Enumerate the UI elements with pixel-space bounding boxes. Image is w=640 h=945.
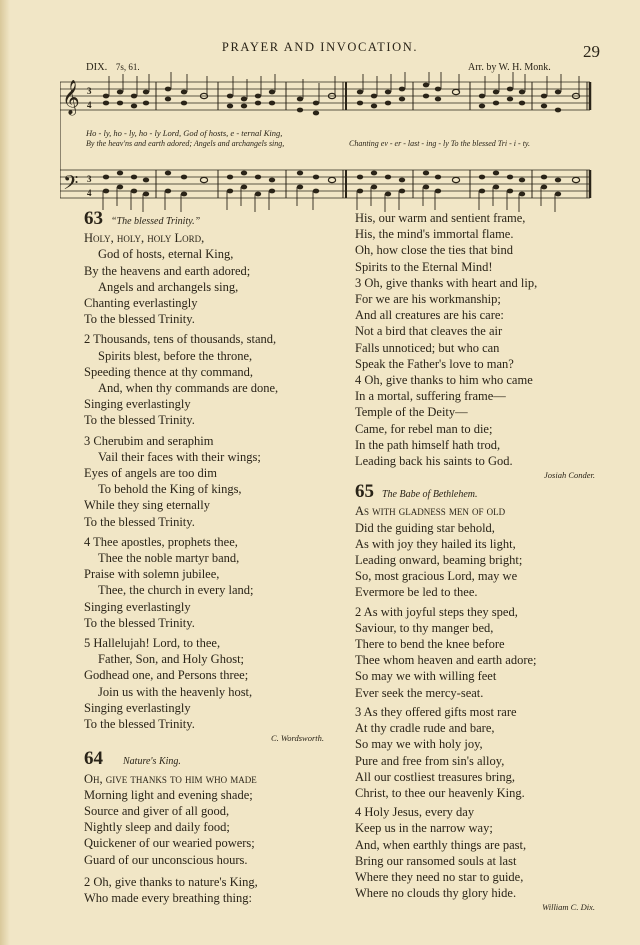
treble-notes (103, 83, 580, 116)
verse-line: Guard of our unconscious hours. (84, 852, 248, 867)
verse-line: In the path himself hath trod, (355, 437, 501, 452)
verse-line: To the blessed Trinity. (84, 514, 195, 529)
verse-line: 2 As with joyful steps they sped, (355, 604, 518, 619)
verse-line: By the heavens and earth adored; (84, 263, 251, 278)
verse-line: Temple of the Deity— (355, 405, 468, 420)
verse-line: Oh, give thanks to him who made (84, 771, 257, 786)
verse-line: Falls unnoticed; but who can (355, 340, 500, 355)
verse-line: 3 Oh, give thanks with heart and lip, (355, 275, 538, 290)
verse-line: Ever seek the mercy-seat. (355, 685, 484, 700)
verse-line: God of hosts, eternal King, (98, 247, 234, 262)
right-column (355, 210, 595, 913)
verse-line: Keep us in the narrow way; (355, 821, 493, 836)
verse-line: Christ, to thee our heavenly King. (355, 785, 525, 800)
hymn-64-author: Josiah Conder. (544, 470, 595, 481)
verse-line: Came, for rebel man to die; (355, 421, 493, 436)
verse-line: All our costliest treasures bring, (355, 769, 516, 784)
verse-line: In a mortal, suffering frame— (355, 389, 506, 404)
time-signature-treble: 3 (87, 86, 92, 96)
verse-line: To the blessed Trinity. (84, 312, 195, 327)
verse-line: Leading onward, beaming bright; (355, 553, 523, 568)
verse-line: Thee, the church in every land; (98, 583, 254, 598)
verse-line: Bring our ransomed souls at last (355, 853, 517, 868)
verse-line: So, most gracious Lord, may we (355, 569, 518, 584)
verse-line: As with joy they hailed its light, (355, 536, 516, 551)
hymn-63-heading (84, 210, 324, 230)
time-signature-bass-lower: 4 (87, 188, 92, 198)
time-signature-bass: 3 (87, 174, 92, 184)
tune-lyrics-line-2: By the heav'ns and earth adored; Angels and archangels sing, (86, 139, 285, 148)
verse-line: Thee the noble martyr band, (98, 551, 240, 566)
verse-line: Speeding thence at thy command, (84, 364, 254, 379)
verse-line: 4 Holy Jesus, every day (355, 805, 475, 820)
verse-line: His, our warm and sentient frame, (355, 211, 526, 225)
verse-line: Singing everlastingly (84, 397, 191, 412)
verse-line: Who made every breathing thing: (84, 890, 252, 905)
treble-staff (60, 82, 590, 110)
bass-notes (103, 171, 580, 197)
verse-line: 3 Cherubim and seraphim (84, 433, 214, 448)
verse-line: Spirits blest, before the throne, (98, 348, 253, 363)
verse-line: 2 Thousands, tens of thousands, stand, (84, 332, 277, 347)
verse-line: To the blessed Trinity. (84, 615, 195, 630)
verse-line: Oh, how close the ties that bind (355, 243, 513, 258)
verse-line: Did the guiding star behold, (355, 520, 495, 535)
verse-line: 4 Oh, give thanks to him who came (355, 373, 533, 388)
verse-line: Eyes of angels are too dim (84, 466, 217, 481)
verse-line: At thy cradle rude and bare, (355, 721, 495, 736)
hymn-65-number: 65 (355, 481, 374, 503)
verse-line: As with gladness men of old (355, 504, 506, 519)
verse-line: And, when thy commands are done, (98, 381, 279, 396)
verse-line: Join us with the heavenly host, (98, 684, 253, 699)
verse-line: Godhead one, and Persons three; (84, 668, 249, 683)
verse-line: Praise with solemn jubilee, (84, 567, 220, 582)
tune-lyrics-line-2b: Chanting ev - er - last - ing - ly To the blessed Tri - i - ty. (349, 139, 531, 148)
verse-line: Singing everlastingly (84, 599, 191, 614)
verse-line: Quickener of our wearied powers; (84, 836, 255, 851)
hymn-64-number: 64 (84, 748, 103, 770)
hymn-65-author: William C. Dix. (542, 902, 595, 913)
tune-arranger: Arr. by W. H. Monk. (468, 62, 551, 73)
hymn-64-text-left (84, 771, 324, 907)
hymn-63-text (84, 230, 324, 732)
verse-line: Chanting everlastingly (84, 296, 198, 311)
verse-line: To the blessed Trinity. (84, 717, 195, 732)
verse-line: There to bend the knee before (355, 637, 505, 652)
verse-line: And, when earthly things are past, (355, 837, 527, 852)
verse-line: Holy, holy, holy Lord, (84, 231, 205, 246)
verse-line: And all creatures are his care: (355, 308, 504, 323)
page-number: 29 (583, 42, 600, 61)
hymn-63-title: “The blessed Trinity.” (111, 216, 201, 227)
verse-line: Not a bird that cleaves the air (355, 324, 503, 339)
hymn-65-text (355, 503, 595, 901)
verse-line: Morning light and evening shade; (84, 787, 253, 802)
verse-line: Father, Son, and Holy Ghost; (98, 652, 245, 667)
verse-line: So may we with willing feet (355, 669, 497, 684)
verse-line: Vail their faces with their wings; (98, 449, 261, 464)
hymn-63-author: C. Wordsworth. (271, 733, 324, 744)
page-header-title: PRAYER AND INVOCATION. (221, 40, 419, 54)
verse-line: Speak the Father's love to man? (355, 356, 514, 371)
hymn-64-heading (84, 750, 324, 770)
hymn-65-title: The Babe of Bethlehem. (382, 489, 478, 501)
verse-line: Evermore be led to thee. (355, 585, 478, 600)
verse-line: 5 Hallelujah! Lord, to thee, (84, 636, 221, 651)
verse-line: 4 Thee apostles, prophets thee, (84, 534, 238, 549)
tune-meter: 7s, 61. (115, 62, 140, 72)
verse-line: To behold the King of kings, (98, 482, 242, 497)
verse-line: So may we with holy joy, (355, 737, 483, 752)
verse-line: Pure and free from sin's alloy, (355, 753, 505, 768)
verse-line: Nightly sleep and daily food; (84, 820, 230, 835)
verse-line: Saviour, to thy manger bed, (355, 620, 494, 635)
verse-line: To the blessed Trinity. (84, 413, 195, 428)
tune-title: DIX. (86, 62, 108, 73)
verse-line: Where no clouds thy glory hide. (355, 886, 517, 901)
verse-line: His, the mind's immortal flame. (355, 227, 514, 242)
hymn-65-heading (355, 483, 595, 503)
verse-line: Thee whom heaven and earth adore; (355, 653, 537, 668)
verse-line: Spirits to the Eternal Mind! (355, 259, 493, 274)
verse-line: For we are his workmanship; (355, 292, 501, 307)
verse-line: Leading back his saints to God. (355, 454, 513, 469)
hymn-63-number: 63 (84, 208, 103, 229)
bass-staff (60, 170, 590, 198)
time-signature-treble-lower: 4 (87, 100, 92, 110)
verse-line: Angels and archangels sing, (98, 279, 239, 294)
left-column (84, 210, 324, 906)
verse-line: Source and giver of all good, (84, 803, 230, 818)
hymn-64-title: Nature's King. (123, 756, 181, 768)
verse-line: While they sing eternally (84, 498, 211, 513)
verse-line: Where they need no star to guide, (355, 869, 524, 884)
bass-clef: 𝄢 (63, 173, 79, 199)
verse-line: Singing everlastingly (84, 700, 191, 715)
verse-line: 3 As they offered gifts most rare (355, 704, 517, 719)
treble-clef: 𝄞 (62, 81, 80, 114)
verse-line: 2 Oh, give thanks to nature's King, (84, 874, 258, 889)
tune-lyrics-line-1: Ho - ly, ho - ly, ho - ly Lord, God of hosts, e - ternal King, (86, 128, 283, 138)
hymn-64-text-right (355, 210, 595, 469)
